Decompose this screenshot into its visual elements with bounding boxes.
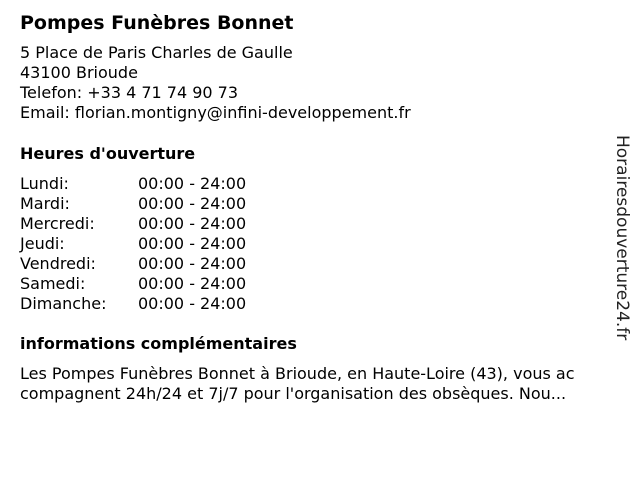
address-line-1: 5 Place de Paris Charles de Gaulle (20, 43, 293, 62)
time-range: 00:00 - 24:00 (138, 214, 247, 233)
phone-line: Telefon: +33 4 71 74 90 73 (20, 83, 239, 102)
additional-info-text (20, 364, 632, 404)
time-range: 00:00 - 24:00 (138, 194, 247, 213)
site-watermark: Horairesdouverture24.fr (612, 135, 632, 341)
day-label: Mercredi: (20, 214, 95, 233)
day-label: Mardi: (20, 194, 70, 213)
time-range: 00:00 - 24:00 (138, 254, 247, 273)
hours-row-sunday (20, 294, 280, 314)
day-label: Vendredi: (20, 254, 96, 273)
day-label: Dimanche: (20, 294, 107, 313)
day-label: Jeudi: (20, 234, 65, 253)
address-line-2: 43100 Brioude (20, 63, 138, 82)
time-range: 00:00 - 24:00 (138, 294, 247, 313)
hours-row-monday (20, 174, 280, 194)
time-range: 00:00 - 24:00 (138, 274, 247, 293)
info-text-line-2: compagnent 24h/24 et 7j/7 pour l'organisation des obsèques. Nou... (20, 384, 567, 403)
email-line: Email: florian.montigny@infini-developpement.fr (20, 103, 411, 122)
hours-row-thursday (20, 234, 280, 254)
business-name: Pompes Funèbres Bonnet (20, 12, 294, 34)
time-range: 00:00 - 24:00 (138, 234, 247, 253)
opening-hours-title: Heures d'ouverture (20, 144, 196, 163)
day-label: Lundi: (20, 174, 69, 193)
hours-row-tuesday (20, 194, 280, 214)
contact-block (20, 43, 411, 123)
time-range: 00:00 - 24:00 (138, 174, 247, 193)
additional-info-title: informations complémentaires (20, 334, 297, 353)
hours-row-saturday (20, 274, 280, 294)
info-text-line-1: Les Pompes Funèbres Bonnet à Brioude, en Haute-Loire (43), vous ac (20, 364, 575, 383)
hours-row-wednesday (20, 214, 280, 234)
hours-row-friday (20, 254, 280, 274)
opening-hours-list (20, 174, 280, 314)
day-label: Samedi: (20, 274, 86, 293)
